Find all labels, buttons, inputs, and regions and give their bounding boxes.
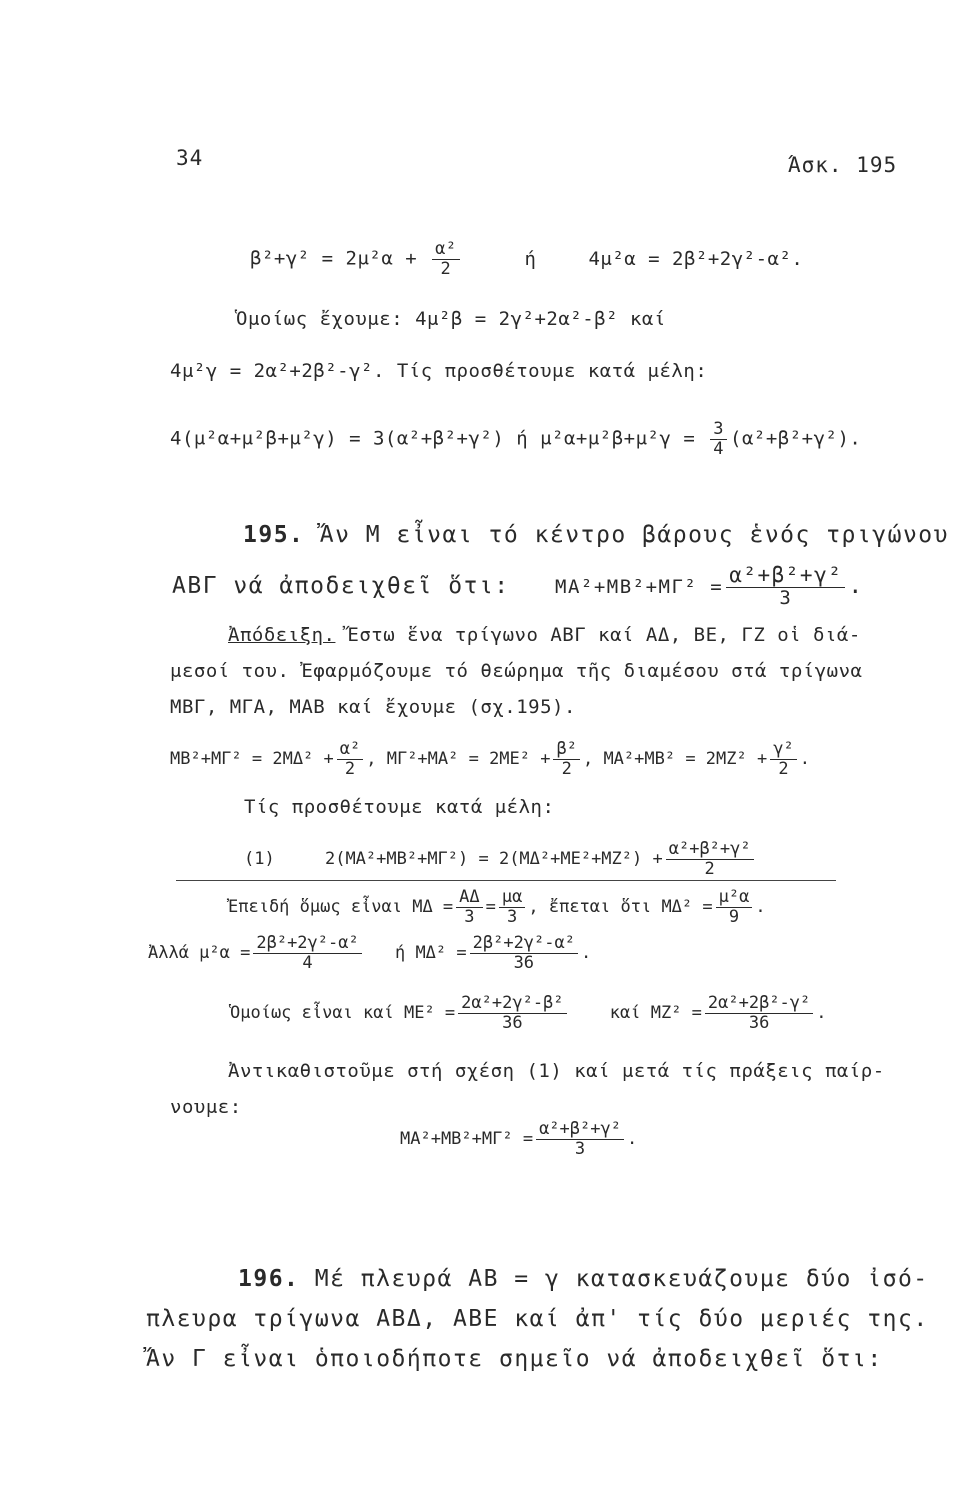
similarly-line: Ὁμοίως εἶναι καί ΜΕ² = $\frac{\text{2α²+2γ²-β²}}{36}$ καί ΜΖ² = $\frac{\text{2α²+2β²-γ²}}{36}$ . xyxy=(230,993,827,1033)
exercise-196-number: 196. xyxy=(238,1266,300,1292)
prev-line-2: Ὁμοίως ἔχουμε: 4μ²β = 2γ²+2α²-β² καί xyxy=(236,308,666,330)
exercise-195-number: 195. xyxy=(243,522,305,548)
proof-line-1: Ἀπόδειξη. Ἔστω ἕνα τρίγωνο ΑΒΓ καί ΑΔ, ΒΕ, ΓΖ οἱ διά- xyxy=(228,624,861,646)
prev-line-1: β²+γ² = 2μ²α + $\frac{\text{α²}}{2}$ ή 4μ²α = 2β²+2γ²-α². xyxy=(250,239,804,279)
final-equation: ΜΑ²+ΜΒ²+ΜΓ² = $\frac{\text{α²+β²+γ²}}{3}$ . xyxy=(400,1119,638,1159)
prev-line-4: 4(μ²α+μ²β+μ²γ) = 3(α²+β²+γ²) ή μ²α+μ²β+μ²γ = $\frac{3}{4}$ (α²+β²+γ²). xyxy=(170,419,862,459)
exercise-196-line-2: πλευρα τρίγωνα ΑΒΔ, ΑΒΕ καί ἀπ' τίς δύο μεριές της. xyxy=(146,1306,929,1332)
proof-label: Ἀπόδειξη. xyxy=(228,624,336,646)
prev-frac-1: $\frac{\text{α²}}{2}$ xyxy=(432,240,459,278)
substitute-line-1: Ἀντικαθιστοῦμε στή σχέση (1) καί μετά τίς πράξεις παίρ- xyxy=(228,1060,885,1082)
page-number: 34 xyxy=(176,146,204,170)
exercise-196-line-3: Ἄν Γ εἶναι ὁποιοδήποτε σημεῖο νά ἀποδειχθεῖ ὅτι: xyxy=(146,1346,883,1372)
proof-line-2: μεσοί του. Ἐφαρμόζουμε τό θεώρημα τῆς διαμέσου στά τρίγωνα xyxy=(170,660,863,682)
rule-line xyxy=(176,880,836,881)
substitute-line-2: νουμε: xyxy=(170,1096,242,1118)
prev-frac-2: $\frac{3}{4}$ xyxy=(710,420,727,458)
sum-text: Τίς προσθέτουμε κατά μέλη: xyxy=(244,796,555,818)
median-equations: ΜΒ²+ΜΓ² = 2ΜΔ² + $\frac{\text{α²}}{2}$ , ΜΓ²+ΜΑ² = 2ΜΕ² + $\frac{\text{β²}}{2}$ , ΜΑ²+ΜΒ² = 2ΜΖ² + $\frac{\text{γ²}}{2}$ . xyxy=(170,739,810,779)
exercise-196-line-1: 196. Μέ πλευρά ΑΒ = γ κατασκευάζουμε δύο ἰσό- xyxy=(238,1266,929,1292)
since-line: Ἐπειδή ὅμως εἶναι ΜΔ = $\frac{A\Delta}{3}$ = $\frac{\mu\alpha}{3}$ , ἔπεται ὅτι ΜΔ² = $\frac{\text{μ²α}}{9}$ . xyxy=(228,887,766,927)
running-header: Άσκ. 195 xyxy=(788,153,898,177)
but-line: Ἀλλά μ²α = $\frac{\text{2β²+2γ²-α²}}{4}$ ή ΜΔ² = $\frac{\text{2β²+2γ²-α²}}{36}$ . xyxy=(148,933,592,973)
statement-fraction: $\frac{\text{α²+β²+γ²}}{3}$ xyxy=(726,564,845,609)
prev-line-3: 4μ²γ = 2α²+2β²-γ². Τίς προσθέτουμε κατά μέλη: xyxy=(170,360,708,382)
exercise-195-line-1: 195. Ἄν Μ εἶναι τό κέντρο βάρους ἑνός τριγώνου xyxy=(243,522,949,548)
exercise-195-line-2: ΑΒΓ νά ἀποδειχθεῖ ὅτι: ΜΑ²+ΜΒ²+ΜΓ² = $\frac{\text{α²+β²+γ²}}{3}$ . xyxy=(172,563,864,610)
equation-1: (1) 2(ΜΑ²+ΜΒ²+ΜΓ²) = 2(ΜΔ²+ΜΕ²+ΜΖ²) + $\frac{\text{α²+β²+γ²}}{2}$ xyxy=(244,840,757,878)
proof-line-3: ΜΒΓ, ΜΓΑ, ΜΑΒ καί ἔχουμε (σχ.195). xyxy=(170,696,576,718)
